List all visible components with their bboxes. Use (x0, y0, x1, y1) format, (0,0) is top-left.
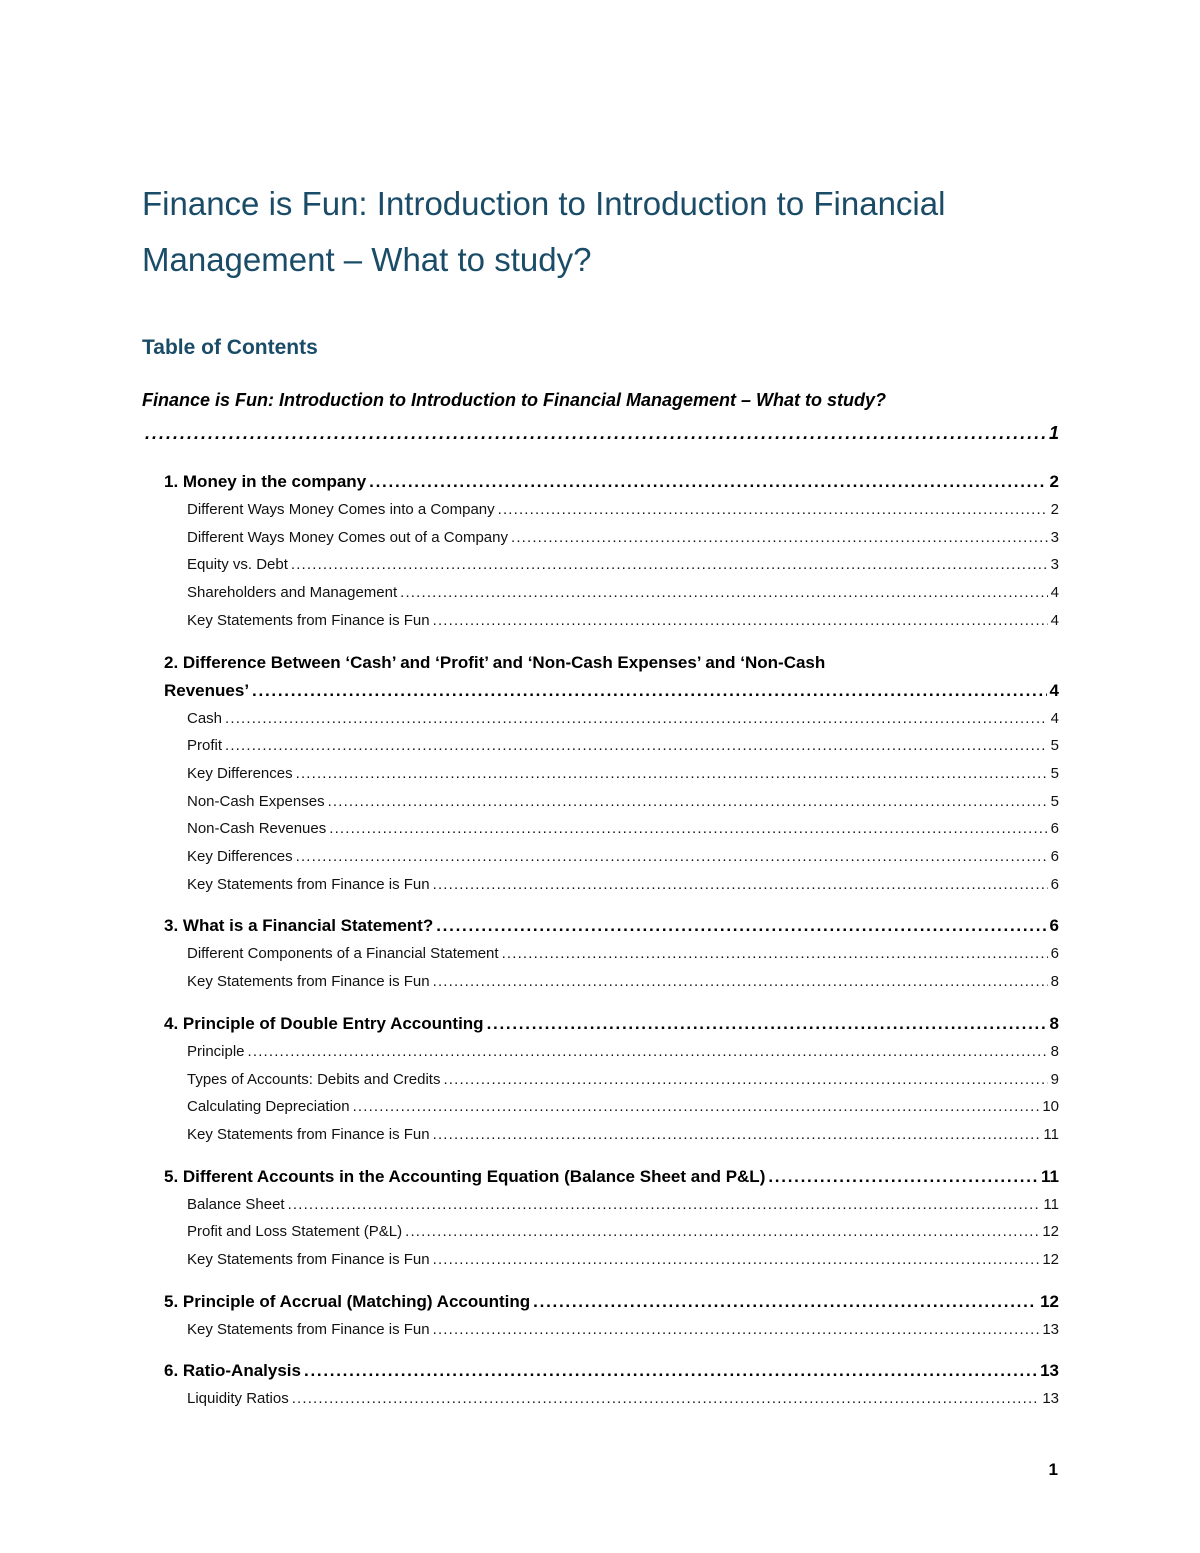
toc-leader (400, 579, 1048, 607)
document-title: Finance is Fun: Introduction to Introduction to Financial Management – What to study? (142, 185, 946, 278)
toc-page-number: 4 (1050, 584, 1059, 602)
toc-leader (329, 815, 1047, 843)
toc-leader (405, 1218, 1039, 1246)
toc-section-label: 5. Principle of Accrual (Matching) Accounting (164, 1291, 531, 1311)
toc-subsection[interactable] (142, 1066, 1059, 1094)
toc-subsection[interactable] (142, 843, 1059, 871)
toc-leader (533, 1288, 1037, 1316)
toc-leader (433, 607, 1048, 635)
toc-subsection[interactable] (142, 705, 1059, 733)
toc-page-number: 6 (1050, 945, 1059, 963)
toc-page-number: 4 (1049, 680, 1059, 700)
toc-leader (502, 940, 1048, 968)
toc-page-number: 5 (1050, 792, 1059, 810)
toc-subsection[interactable] (142, 579, 1059, 607)
toc-subsection[interactable] (142, 732, 1059, 760)
toc-page-number: 10 (1042, 1098, 1059, 1116)
toc-subsection[interactable] (142, 1316, 1059, 1344)
toc-main-label: Finance is Fun: Introduction to Introduction to Financial Management – What to study? (142, 390, 886, 410)
toc-leader (145, 416, 1046, 450)
toc-subsection[interactable] (142, 551, 1059, 579)
toc-subsection-label: Balance Sheet (187, 1195, 285, 1213)
toc-leader (296, 843, 1048, 871)
toc-leader (353, 1093, 1040, 1121)
toc-subsection[interactable] (142, 1038, 1059, 1066)
toc-subsection[interactable] (142, 524, 1059, 552)
toc-subsection[interactable] (142, 968, 1059, 996)
toc-leader (511, 524, 1048, 552)
toc-subsection-label: Non-Cash Expenses (187, 792, 325, 810)
toc-page-number: 5 (1050, 737, 1059, 755)
toc-leader (292, 1385, 1040, 1413)
toc-section-label: Revenues’ (164, 680, 250, 700)
toc-subsection[interactable] (142, 788, 1059, 816)
toc-page-number: 2 (1049, 472, 1059, 491)
toc-subsection-label: Cash (187, 709, 223, 727)
toc-leader (369, 468, 1046, 496)
toc-section-label: 3. What is a Financial Statement? (164, 916, 434, 936)
page-number: 1 (1048, 1460, 1058, 1479)
toc-subsection-label: Equity vs. Debt (187, 556, 288, 574)
toc-page-number: 8 (1050, 1042, 1059, 1060)
toc-leader (436, 912, 1046, 940)
toc-page-number: 4 (1050, 611, 1059, 629)
toc-section[interactable] (142, 1288, 1059, 1316)
table-of-contents (142, 384, 1059, 1413)
toc-subsection-label: Key Statements from Finance is Fun (187, 1125, 430, 1143)
toc-subsection-label: Key Statements from Finance is Fun (187, 875, 430, 893)
toc-section-label-line: 2. Difference Between ‘Cash’ and ‘Profit’ and ‘Non-Cash Expenses’ and ‘Non-Cash (164, 652, 826, 672)
toc-page-number: 6 (1049, 916, 1059, 936)
toc-page-number: 9 (1050, 1070, 1059, 1088)
toc-subsection-label: Liquidity Ratios (187, 1390, 289, 1408)
toc-leader (433, 1121, 1041, 1149)
toc-subsection[interactable] (142, 940, 1059, 968)
toc-section[interactable] (142, 1010, 1059, 1038)
toc-section-label: 6. Ratio-Analysis (164, 1361, 301, 1381)
toc-page-number: 13 (1042, 1390, 1059, 1408)
toc-heading: Table of Contents (142, 336, 318, 359)
toc-subsection[interactable] (142, 815, 1059, 843)
toc-leader (433, 1316, 1040, 1344)
toc-section-label: 4. Principle of Double Entry Accounting (164, 1013, 484, 1033)
toc-leader (487, 1010, 1047, 1038)
toc-page-number: 4 (1050, 709, 1059, 727)
toc-section[interactable] (142, 1357, 1059, 1385)
toc-subsection[interactable] (142, 1218, 1059, 1246)
toc-subsection-label: Key Statements from Finance is Fun (187, 973, 430, 991)
toc-main-entry[interactable] (142, 384, 1059, 450)
toc-subsection[interactable] (142, 1246, 1059, 1274)
toc-subsection-label: Key Statements from Finance is Fun (187, 611, 430, 629)
toc-subsection-label: Profit (187, 737, 223, 755)
toc-section[interactable] (142, 649, 1059, 705)
toc-subsection-label: Types of Accounts: Debits and Credits (187, 1070, 441, 1088)
toc-leader (225, 732, 1048, 760)
toc-page-number: 3 (1050, 556, 1059, 574)
toc-page-number: 11 (1043, 1195, 1059, 1213)
toc-subsection-label: Shareholders and Management (187, 584, 398, 602)
toc-page-number: 6 (1050, 848, 1059, 866)
toc-leader (304, 1357, 1037, 1385)
toc-leader (248, 1038, 1048, 1066)
toc-page-number: 3 (1050, 528, 1059, 546)
toc-subsection-label: Different Ways Money Comes out of a Company (187, 528, 508, 546)
toc-subsection[interactable] (142, 760, 1059, 788)
toc-subsection[interactable] (142, 1191, 1059, 1219)
toc-subsection-label: Key Statements from Finance is Fun (187, 1320, 430, 1338)
toc-section-label: 1. Money in the company (164, 472, 367, 491)
toc-leader (288, 1191, 1041, 1219)
toc-leader (498, 496, 1048, 524)
toc-page-number: 12 (1042, 1223, 1059, 1241)
toc-page-number: 1 (1048, 423, 1059, 443)
toc-page-number: 11 (1041, 1166, 1059, 1186)
toc-page-number: 11 (1043, 1125, 1059, 1143)
toc-subsection-label: Different Components of a Financial Statement (187, 945, 499, 963)
toc-section[interactable] (142, 912, 1059, 940)
toc-page-number: 6 (1050, 820, 1059, 838)
toc-subsection[interactable] (142, 496, 1059, 524)
toc-page-number: 5 (1050, 764, 1059, 782)
toc-page-number: 2 (1050, 501, 1059, 518)
toc-section[interactable] (142, 468, 1059, 496)
toc-subsection[interactable] (142, 871, 1059, 899)
toc-leader (225, 705, 1048, 733)
toc-subsection[interactable] (142, 1093, 1059, 1121)
toc-subsection-label: Key Differences (187, 848, 293, 866)
toc-leader (252, 677, 1046, 705)
toc-page-number: 8 (1049, 1013, 1059, 1033)
toc-subsection[interactable] (142, 607, 1059, 635)
toc-leader (443, 1066, 1047, 1094)
toc-subsection-label: Key Differences (187, 764, 293, 782)
toc-page-number: 13 (1040, 1361, 1059, 1381)
toc-page-number: 12 (1040, 1291, 1059, 1311)
toc-leader (328, 788, 1048, 816)
toc-page-number: 13 (1042, 1320, 1059, 1338)
toc-leader (433, 871, 1048, 899)
toc-section-label: 5. Different Accounts in the Accounting Equation (Balance Sheet and P&L) (164, 1166, 766, 1186)
toc-subsection[interactable] (142, 1385, 1059, 1413)
toc-page-number: 8 (1050, 973, 1059, 991)
toc-section[interactable] (142, 1163, 1059, 1191)
toc-leader (768, 1163, 1038, 1191)
toc-subsection-label: Calculating Depreciation (187, 1098, 350, 1116)
toc-leader (291, 551, 1048, 579)
toc-leader (433, 1246, 1040, 1274)
toc-subsection-label: Profit and Loss Statement (P&L) (187, 1223, 403, 1241)
toc-subsection-label: Non-Cash Revenues (187, 820, 327, 838)
toc-subsection-label: Different Ways Money Comes into a Company (187, 501, 495, 518)
toc-subsection-label: Principle (187, 1042, 245, 1060)
toc-subsection[interactable] (142, 1121, 1059, 1149)
toc-subsection-label: Key Statements from Finance is Fun (187, 1251, 430, 1269)
toc-leader (296, 760, 1048, 788)
toc-page-number: 6 (1050, 875, 1059, 893)
toc-leader (433, 968, 1048, 996)
toc-page-number: 12 (1042, 1251, 1059, 1269)
